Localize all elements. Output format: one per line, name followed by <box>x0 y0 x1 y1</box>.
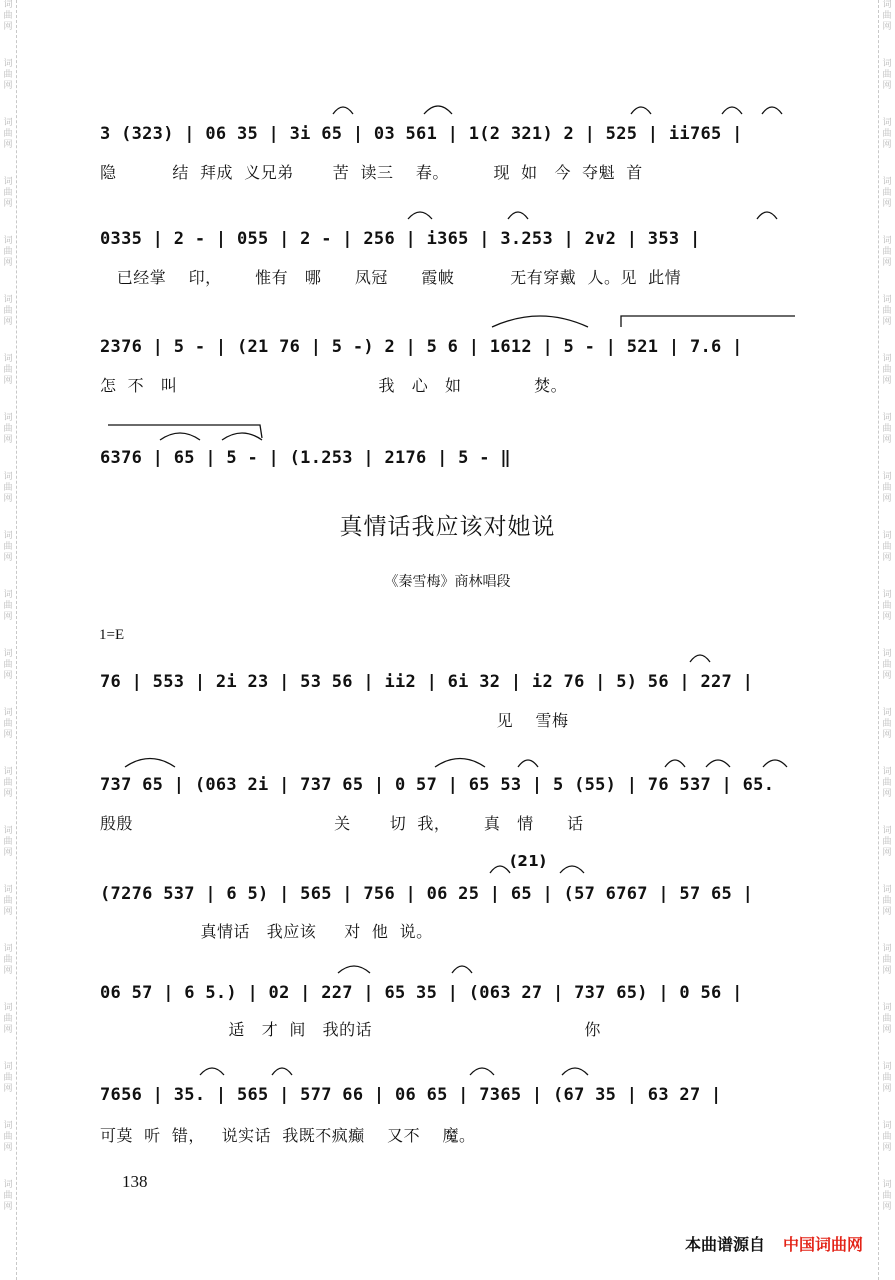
slur-mark <box>424 106 452 114</box>
watermark-text: 词曲网 <box>3 413 13 445</box>
lyrics-line: 怎 不 叫 我 心 如 焚。 <box>100 376 568 395</box>
slur-mark <box>470 1068 494 1075</box>
watermark-text: 词曲网 <box>882 531 892 563</box>
watermark-text: 词曲网 <box>3 767 13 799</box>
slur-mark <box>160 433 200 440</box>
watermark-text: 词曲网 <box>3 118 13 150</box>
watermark-text: 词曲网 <box>882 1003 892 1035</box>
song-title: 真情话我应该对她说 <box>339 514 556 540</box>
lyrics-line: 可莫 听 错， 说实话 我既不疯癫 又不 魔。 <box>100 1126 476 1145</box>
watermark-text: 词曲网 <box>882 472 892 504</box>
slur-mark <box>706 760 730 767</box>
watermark-text: 词曲网 <box>3 708 13 740</box>
slur-mark <box>757 212 777 219</box>
watermark-text: 词曲网 <box>882 177 892 209</box>
slur-mark <box>272 1068 292 1075</box>
lyrics-line: 隐 结 拜成 义兄弟 苦 读三 春。 现 如 今 夺魁 首 <box>100 163 643 182</box>
watermark-text: 词曲网 <box>3 1062 13 1094</box>
watermark-text: 词曲网 <box>882 1121 892 1153</box>
right-watermark-strip <box>878 0 895 1280</box>
watermark-text: 词曲网 <box>882 118 892 150</box>
slur-mark <box>621 316 795 327</box>
watermark-text: 词曲网 <box>882 295 892 327</box>
slur-mark <box>518 760 538 767</box>
watermark-text: 词曲网 <box>882 236 892 268</box>
notation-line: 737 65 | (063 2i | 737 65 | 0 57 | 65 53 | 5 (55) | 76 537 | 65. <box>100 775 775 795</box>
key-signature: 1=E <box>99 627 125 643</box>
watermark-text: 词曲网 <box>882 59 892 91</box>
watermark-text: 词曲网 <box>3 236 13 268</box>
watermark-text: 词曲网 <box>882 826 892 858</box>
notation-line: 6376 | 65 | 5 - | (1.253 | 2176 | 5 - ‖ <box>100 448 511 468</box>
watermark-text: 词曲网 <box>882 354 892 386</box>
watermark-text: 词曲网 <box>882 0 892 32</box>
notation-line: 2376 | 5 - | (21 76 | 5 -) 2 | 5 6 | 1612 | 5 - | 521 | 7.6 | <box>100 337 743 357</box>
slur-mark <box>333 107 353 114</box>
watermark-text: 词曲网 <box>882 590 892 622</box>
credit-brand: 中国词曲网 <box>782 1235 863 1254</box>
watermark-text: 词曲网 <box>882 885 892 917</box>
page-number: 138 <box>122 1172 148 1191</box>
watermark-text: 词曲网 <box>3 1180 13 1212</box>
slur-mark <box>408 212 432 219</box>
watermark-text: 词曲网 <box>3 0 13 32</box>
notation-line: 06 57 | 6 5.) | 02 | 227 | 65 35 | (063 27 | 737 65) | 0 56 | <box>100 983 743 1003</box>
notation-line: 3 (323) | 06 35 | 3i 65 | 03 561 | 1(2 321) 2 | 525 | ii765 | <box>100 124 743 144</box>
slur-mark <box>562 1068 588 1075</box>
watermark-text: 词曲网 <box>3 354 13 386</box>
watermark-text: 词曲网 <box>882 708 892 740</box>
notation-line: 7656 | 35. | 565 | 577 66 | 06 65 | 7365 | (67 35 | 63 27 | <box>100 1085 722 1105</box>
slur-mark <box>338 966 370 973</box>
watermark-text: 词曲网 <box>882 767 892 799</box>
slur-mark <box>200 1068 224 1075</box>
slur-mark <box>762 107 782 114</box>
watermark-text: 词曲网 <box>3 826 13 858</box>
watermark-text: 词曲网 <box>882 1180 892 1212</box>
watermark-text: 词曲网 <box>3 590 13 622</box>
notation-line: (7276 537 | 6 5) | 565 | 756 | 06 25 | 65 | (57 6767 | 57 65 | <box>100 884 754 904</box>
slur-mark <box>763 760 787 767</box>
watermark-text: 词曲网 <box>3 531 13 563</box>
source-credit <box>685 1232 863 1255</box>
slur-mark <box>665 760 685 767</box>
watermark-text: 词曲网 <box>3 59 13 91</box>
watermark-text: 词曲网 <box>882 1062 892 1094</box>
credit-prefix: 本曲谱源自 <box>684 1235 765 1254</box>
watermark-text: 词曲网 <box>882 649 892 681</box>
watermark-text: 词曲网 <box>3 1003 13 1035</box>
watermark-text: 词曲网 <box>3 944 13 976</box>
watermark-text: 词曲网 <box>3 295 13 327</box>
slur-mark <box>108 425 262 438</box>
slur-mark <box>560 866 584 873</box>
watermark-text: 词曲网 <box>882 413 892 445</box>
watermark-text: 词曲网 <box>3 1121 13 1153</box>
slur-mark <box>125 759 175 768</box>
notation-line: 0335 | 2 - | 055 | 2 - | 256 | i365 | 3.253 | 2∨2 | 353 | <box>100 229 701 249</box>
lyrics-line: 已经掌 印， 惟有 哪 凤冠 霞帔 无有穿戴 人。见 此情 <box>100 268 682 287</box>
notation-line: 76 | 553 | 2i 23 | 53 56 | ii2 | 6i 32 | i2 76 | 5) 56 | 227 | <box>100 672 754 692</box>
slur-mark <box>435 759 485 768</box>
lyrics-line: 殷殷 关 切 我， 真 情 话 <box>100 814 584 833</box>
measure-annotation: (21) <box>510 852 547 870</box>
song-subtitle: 《秦雪梅》商林唱段 <box>384 574 511 590</box>
lyrics-line: 真情话 我应该 对 他 说。 <box>100 922 433 941</box>
slur-mark <box>722 107 742 114</box>
lyrics-line: 见 雪梅 <box>100 711 569 730</box>
slur-mark <box>631 107 651 114</box>
lyrics-line: 适 才 间 我的话 你 <box>100 1020 601 1039</box>
slur-mark <box>490 866 510 873</box>
slur-mark <box>508 212 528 219</box>
left-watermark-strip <box>0 0 17 1280</box>
slur-mark <box>222 433 262 440</box>
watermark-text: 词曲网 <box>882 944 892 976</box>
slur-mark <box>492 316 588 327</box>
slur-mark <box>452 966 472 973</box>
slur-mark <box>690 655 710 662</box>
watermark-text: 词曲网 <box>3 177 13 209</box>
watermark-text: 词曲网 <box>3 885 13 917</box>
watermark-text: 词曲网 <box>3 472 13 504</box>
watermark-text: 词曲网 <box>3 649 13 681</box>
